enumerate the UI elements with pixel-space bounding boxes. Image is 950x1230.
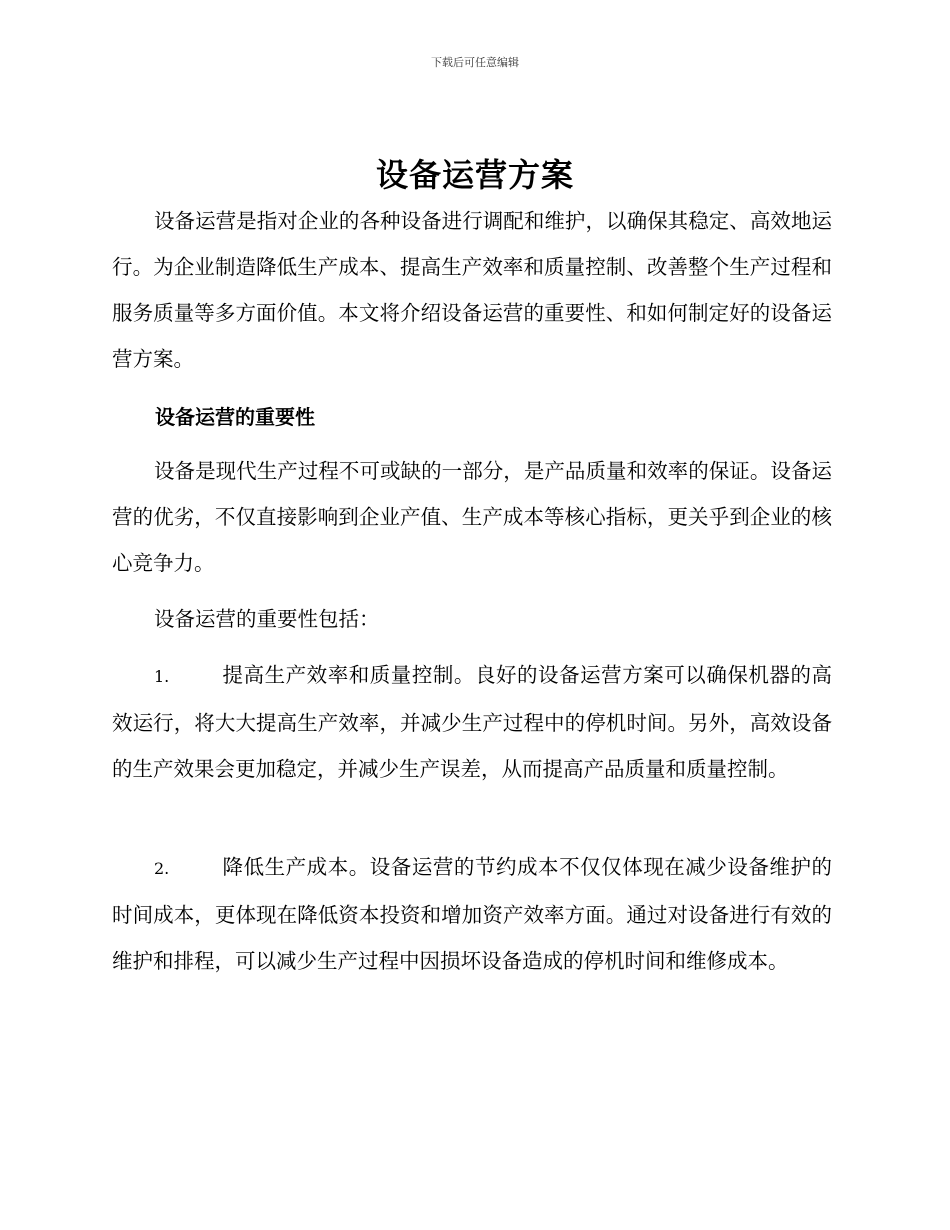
list-item	[112, 652, 832, 792]
list-item	[112, 844, 832, 984]
list-item-text: 提高生产效率和质量控制。良好的设备运营方案可以确保机器的高效运行，将大大提高生产效率，并减少生产过程中的停机时间。另外，高效设备的生产效果会更加稳定，并减少生产误差，从而提高产品质量和质量控制。	[112, 663, 832, 781]
importance-paragraph: 设备是现代生产过程不可或缺的一部分，是产品质量和效率的保证。设备运营的优劣，不仅直接影响到企业产值、生产成本等核心指标，更关乎到企业的核心竞争力。	[112, 459, 832, 575]
list-item-number: 2.	[154, 859, 170, 878]
list-item-text: 降低生产成本。设备运营的节约成本不仅仅体现在减少设备维护的时间成本，更体现在降低资本投资和增加资产效率方面。通过对设备进行有效的维护和排程，可以减少生产过程中因损坏设备造成的停机时间和维修成本。	[112, 855, 832, 973]
section-heading-importance: 设备运营的重要性	[155, 405, 315, 429]
importance-list-intro: 设备运营的重要性包括：	[154, 607, 380, 631]
page-header-note: 下载后可任意编辑	[431, 56, 519, 69]
document-title: 设备运营方案	[375, 156, 574, 194]
list-item-number: 1.	[154, 667, 170, 686]
intro-paragraph: 设备运营是指对企业的各种设备进行调配和维护，以确保其稳定、高效地运行。为企业制造降低生产成本、提高生产效率和质量控制、改善整个生产过程和服务质量等多方面价值。本文将介绍设备运营的重要性、和如何制定好的设备运营方案。	[112, 209, 832, 371]
